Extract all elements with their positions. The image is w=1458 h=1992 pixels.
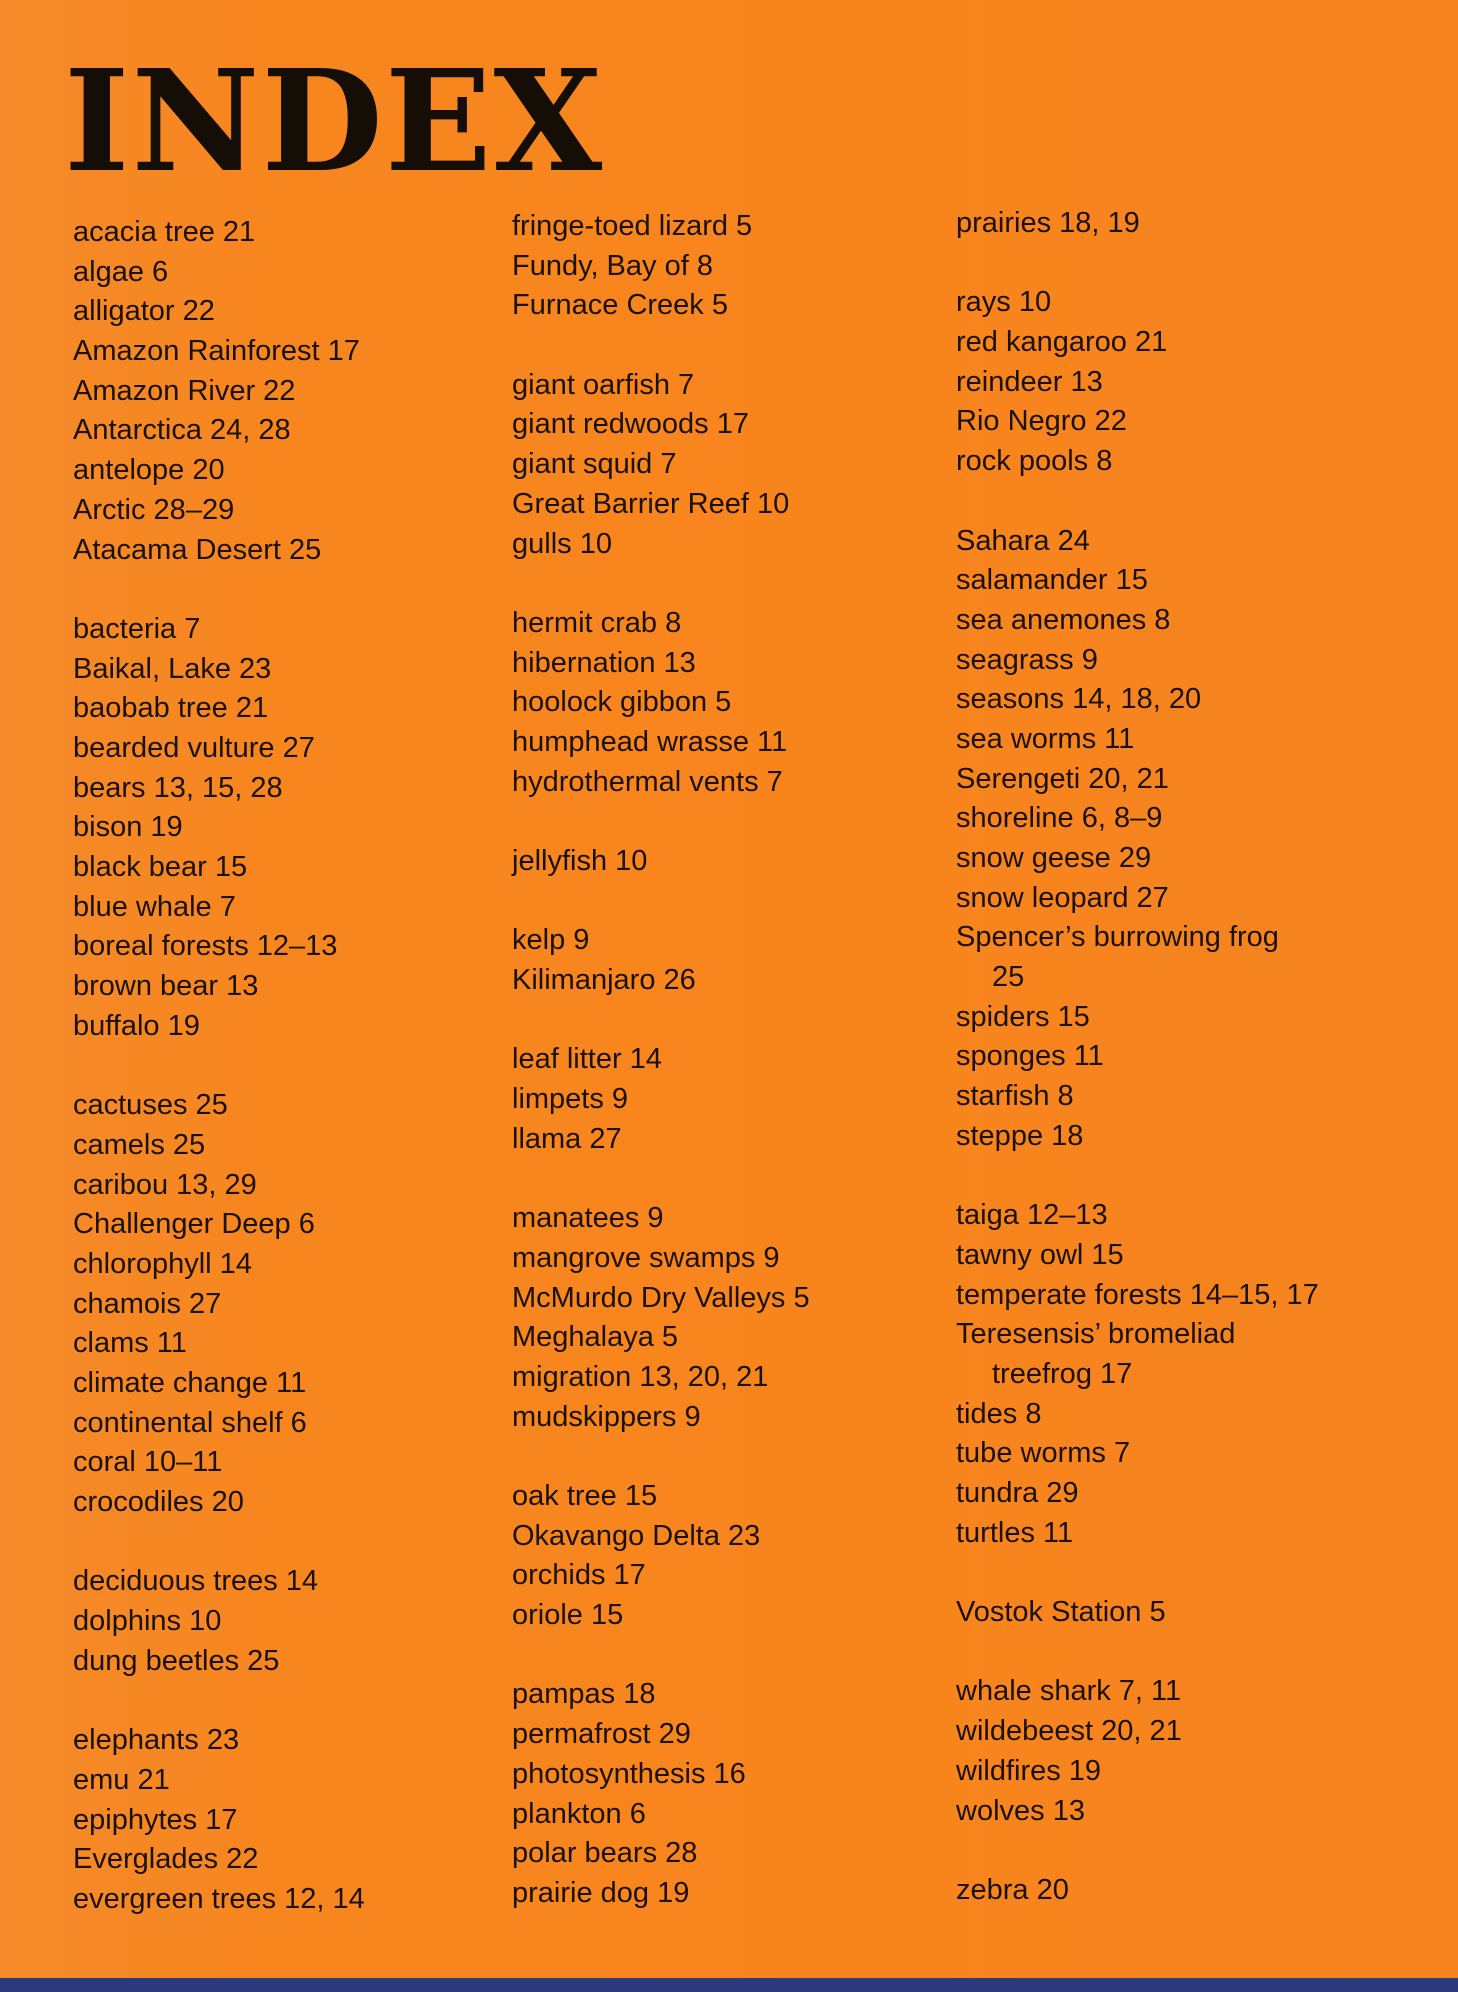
index-group-gap bbox=[512, 1001, 972, 1041]
index-entry: mangrove swamps 9 bbox=[512, 1241, 780, 1274]
index-entry: steppe 18 bbox=[956, 1119, 1084, 1152]
index-entry: epiphytes 17 bbox=[73, 1803, 238, 1836]
index-entry: kelp 9 bbox=[512, 924, 590, 957]
index-entry: antelope 20 bbox=[73, 454, 225, 487]
index-entry: bison 19 bbox=[73, 811, 183, 844]
index-entry: blue whale 7 bbox=[73, 890, 236, 923]
index-entry: clams 11 bbox=[73, 1327, 187, 1360]
index-entry: Challenger Deep 6 bbox=[73, 1208, 315, 1241]
index-entry: hoolock gibbon 5 bbox=[512, 686, 732, 719]
index-entry: temperate forests 14–15, 17 bbox=[956, 1278, 1319, 1311]
index-entry: plankton 6 bbox=[512, 1797, 646, 1830]
index-entry: camels 25 bbox=[73, 1128, 206, 1161]
index-entry: Teresensis’ bromeliad bbox=[956, 1318, 1236, 1351]
index-entry: red kangaroo 21 bbox=[956, 326, 1168, 359]
index-entry: sea worms 11 bbox=[956, 722, 1135, 755]
index-entry: chamois 27 bbox=[73, 1287, 222, 1320]
index-entry: Spencer’s burrowing frog bbox=[956, 921, 1279, 954]
index-entry: climate change 11 bbox=[73, 1366, 307, 1399]
index-column-1 bbox=[73, 213, 533, 1920]
index-entry: caribou 13, 29 bbox=[73, 1168, 257, 1201]
index-group-gap bbox=[512, 1636, 972, 1676]
index-entry: Atacama Desert 25 bbox=[73, 533, 322, 566]
index-entry: Everglades 22 bbox=[73, 1843, 259, 1876]
index-entry: bearded vulture 27 bbox=[73, 731, 315, 764]
index-entry: snow leopard 27 bbox=[956, 881, 1169, 914]
index-entry: Furnace Creek 5 bbox=[512, 289, 728, 322]
index-entry: Antarctica 24, 28 bbox=[73, 414, 291, 447]
index-entry: starfish 8 bbox=[956, 1080, 1074, 1113]
index-entry: brown bear 13 bbox=[73, 970, 259, 1003]
index-entry: black bear 15 bbox=[73, 851, 248, 883]
index-entry: hibernation 13 bbox=[512, 646, 696, 679]
index-group-gap bbox=[956, 482, 1416, 522]
index-entry: photosynthesis 16 bbox=[512, 1757, 746, 1790]
index-entry: McMurdo Dry Valleys 5 bbox=[512, 1281, 810, 1314]
index-group-gap bbox=[512, 1437, 972, 1477]
index-entry: sea anemones 8 bbox=[956, 603, 1171, 636]
index-group-gap bbox=[73, 1681, 533, 1721]
index-entry: turtles 11 bbox=[956, 1516, 1074, 1549]
index-entry: acacia tree 21 bbox=[73, 216, 256, 248]
index-entry: Amazon Rainforest 17 bbox=[73, 335, 360, 368]
index-entry: bacteria 7 bbox=[73, 612, 201, 645]
index-group-gap bbox=[512, 326, 972, 366]
index-entry: Okavango Delta 23 bbox=[512, 1519, 761, 1552]
index-entry: prairies 18, 19 bbox=[956, 207, 1140, 239]
index-entry: jellyfish 10 bbox=[512, 845, 648, 877]
index-entry: wildfires 19 bbox=[956, 1754, 1102, 1787]
page-edge-band bbox=[0, 1978, 1458, 1992]
index-entry: giant squid 7 bbox=[512, 448, 677, 481]
index-group-gap bbox=[956, 1633, 1416, 1673]
index-entry: spiders 15 bbox=[956, 1000, 1090, 1033]
index-entry: pampas 18 bbox=[512, 1678, 656, 1711]
index-entry: Great Barrier Reef 10 bbox=[512, 487, 790, 520]
index-entry: hermit crab 8 bbox=[512, 606, 682, 639]
index-entry: Fundy, Bay of 8 bbox=[512, 249, 713, 282]
index-entry: Sahara 24 bbox=[956, 524, 1090, 557]
index-group-gap bbox=[956, 1553, 1416, 1593]
index-entry: limpets 9 bbox=[512, 1083, 629, 1116]
index-entry: crocodiles 20 bbox=[73, 1486, 244, 1518]
index-group-gap bbox=[512, 802, 972, 842]
index-entry: whale shark 7, 11 bbox=[956, 1675, 1182, 1708]
index-entry: taiga 12–13 bbox=[956, 1199, 1108, 1232]
index-entry: migration 13, 20, 21 bbox=[512, 1360, 769, 1393]
index-entry: seagrass 9 bbox=[956, 643, 1098, 676]
index-entry: oriole 15 bbox=[512, 1599, 624, 1632]
index-entry: orchids 17 bbox=[512, 1559, 646, 1592]
index-entry: gulls 10 bbox=[512, 527, 612, 560]
index-entry: humphead wrasse 11 bbox=[512, 725, 788, 758]
index-entry: tides 8 bbox=[956, 1397, 1042, 1430]
index-entry: buffalo 19 bbox=[73, 1009, 200, 1042]
index-entry: Vostok Station 5 bbox=[956, 1596, 1166, 1629]
index-entry: dolphins 10 bbox=[73, 1605, 222, 1638]
index-entry: fringe-toed lizard 5 bbox=[512, 210, 753, 242]
index-entry: Kilimanjaro 26 bbox=[512, 964, 696, 997]
index-entry: wolves 13 bbox=[956, 1794, 1085, 1827]
index-entry: rays 10 bbox=[956, 286, 1052, 319]
index-column-3 bbox=[956, 204, 1416, 1911]
index-entry: elephants 23 bbox=[73, 1724, 240, 1757]
index-group-gap bbox=[956, 1831, 1416, 1871]
index-group-gap bbox=[73, 1046, 533, 1086]
index-group-gap bbox=[956, 244, 1416, 284]
index-entry: mudskippers 9 bbox=[512, 1400, 701, 1433]
index-entry: chlorophyll 14 bbox=[73, 1247, 252, 1280]
index-entry: oak tree 15 bbox=[512, 1480, 658, 1512]
index-entry: baobab tree 21 bbox=[73, 692, 269, 725]
index-entry: Meghalaya 5 bbox=[512, 1321, 679, 1354]
index-entry: boreal forests 12–13 bbox=[73, 930, 338, 963]
index-entry: zebra 20 bbox=[956, 1873, 1069, 1906]
index-column-2 bbox=[512, 207, 972, 1914]
index-entry: tawny owl 15 bbox=[956, 1238, 1124, 1271]
index-entry: rock pools 8 bbox=[956, 445, 1113, 478]
index-entry: treefrog 17 bbox=[992, 1357, 1133, 1390]
index-group-gap bbox=[73, 570, 533, 610]
index-group-gap bbox=[512, 564, 972, 604]
index-entry: evergreen trees 12, 14 bbox=[73, 1882, 365, 1915]
index-entry: Serengeti 20, 21 bbox=[956, 762, 1169, 795]
index-entry: Rio Negro 22 bbox=[956, 405, 1127, 438]
index-entry: snow geese 29 bbox=[956, 842, 1152, 874]
index-entry: deciduous trees 14 bbox=[73, 1565, 319, 1598]
index-entry: salamander 15 bbox=[956, 564, 1148, 597]
index-entry: Amazon River 22 bbox=[73, 374, 296, 407]
index-entry: leaf litter 14 bbox=[512, 1043, 662, 1076]
index-entry: tundra 29 bbox=[956, 1477, 1079, 1509]
index-entry: prairie dog 19 bbox=[512, 1876, 690, 1909]
index-entry: llama 27 bbox=[512, 1122, 622, 1155]
index-group-gap bbox=[73, 1523, 533, 1563]
index-entry: coral 10–11 bbox=[73, 1446, 223, 1479]
index-entry: manatees 9 bbox=[512, 1202, 664, 1235]
index-entry: seasons 14, 18, 20 bbox=[956, 683, 1202, 716]
index-entry: algae 6 bbox=[73, 255, 169, 288]
index-entry: hydrothermal vents 7 bbox=[512, 765, 783, 798]
index-entry: permafrost 29 bbox=[512, 1718, 691, 1751]
index-entry: polar bears 28 bbox=[512, 1837, 698, 1870]
index-entry: reindeer 13 bbox=[956, 365, 1103, 398]
index-group-gap bbox=[512, 1160, 972, 1200]
index-entry: sponges 11 bbox=[956, 1040, 1104, 1073]
index-entry: tube worms 7 bbox=[956, 1437, 1131, 1470]
index-entry: 25 bbox=[992, 961, 1025, 994]
index-entry: Baikal, Lake 23 bbox=[73, 652, 272, 685]
index-entry: Arctic 28–29 bbox=[73, 493, 235, 526]
index-entry: giant redwoods 17 bbox=[512, 408, 749, 441]
index-entry: giant oarfish 7 bbox=[512, 368, 695, 401]
index-entry: continental shelf 6 bbox=[73, 1406, 307, 1439]
index-entry: cactuses 25 bbox=[73, 1089, 228, 1122]
index-group-gap bbox=[512, 882, 972, 922]
index-entry: emu 21 bbox=[73, 1763, 170, 1796]
index-entry: alligator 22 bbox=[73, 295, 215, 328]
index-entry: shoreline 6, 8–9 bbox=[956, 802, 1163, 835]
index-entry: bears 13, 15, 28 bbox=[73, 771, 283, 804]
index-group-gap bbox=[956, 1157, 1416, 1197]
index-entry: wildebeest 20, 21 bbox=[956, 1715, 1182, 1748]
index-entry: dung beetles 25 bbox=[73, 1644, 280, 1677]
page-title: INDEX bbox=[64, 40, 605, 204]
